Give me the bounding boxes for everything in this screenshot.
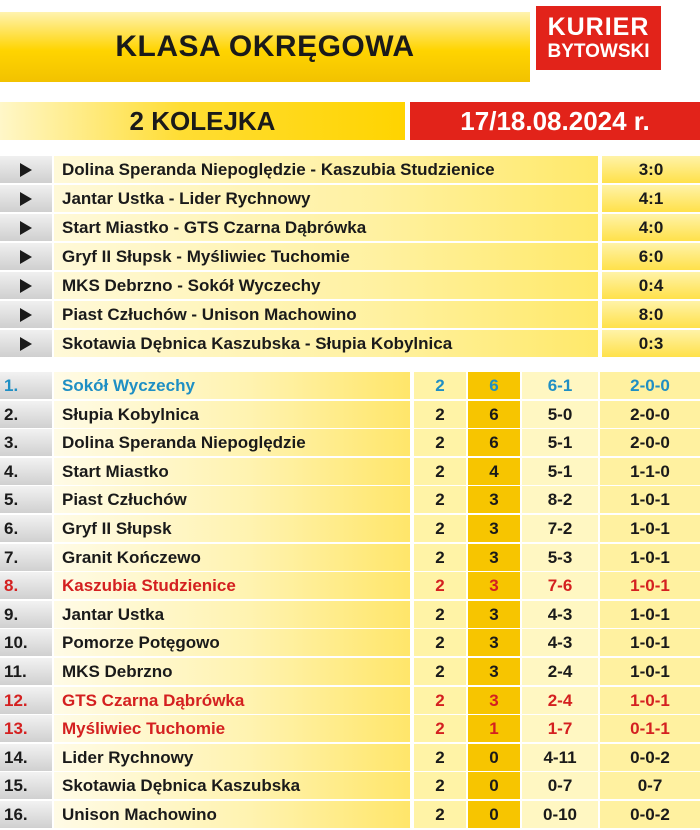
- standings-row: [0, 458, 700, 485]
- standing-points: 0: [468, 744, 520, 771]
- play-arrow-icon: [0, 156, 52, 183]
- match-row: [0, 272, 700, 299]
- league-title: KLASA OKRĘGOWA: [0, 12, 530, 82]
- play-arrow-icon: [0, 272, 52, 299]
- standing-record: 1-0-1: [600, 544, 700, 571]
- match-score: 0:4: [602, 272, 700, 299]
- standing-matches-played: 2: [414, 486, 466, 513]
- play-arrow-icon: [0, 301, 52, 328]
- standing-goals: 8-2: [522, 486, 598, 513]
- standing-position: 9.: [0, 601, 52, 628]
- standing-matches-played: 2: [414, 715, 466, 742]
- standing-points: 3: [468, 687, 520, 714]
- standing-position: 15.: [0, 772, 52, 799]
- match-score: 6:0: [602, 243, 700, 270]
- play-arrow-icon: [0, 185, 52, 212]
- standing-points: 3: [468, 515, 520, 542]
- standings-row: [0, 372, 700, 399]
- standing-position: 6.: [0, 515, 52, 542]
- standing-matches-played: 2: [414, 744, 466, 771]
- match-teams: Start Miastko - GTS Czarna Dąbrówka: [54, 214, 598, 241]
- standing-position: 8.: [0, 572, 52, 599]
- standing-team-name: Pomorze Potęgowo: [54, 629, 410, 656]
- match-row: [0, 156, 700, 183]
- standing-team-name: Start Miastko: [54, 458, 410, 485]
- standing-position: 5.: [0, 486, 52, 513]
- standing-points: 3: [468, 572, 520, 599]
- standings-row: [0, 401, 700, 428]
- standing-goals: 4-11: [522, 744, 598, 771]
- standing-matches-played: 2: [414, 601, 466, 628]
- standing-goals: 6-1: [522, 372, 598, 399]
- standing-points: 3: [468, 486, 520, 513]
- standing-team-name: Jantar Ustka: [54, 601, 410, 628]
- match-score: 4:1: [602, 185, 700, 212]
- standing-position: 7.: [0, 544, 52, 571]
- standing-team-name: GTS Czarna Dąbrówka: [54, 687, 410, 714]
- standing-goals: 4-3: [522, 629, 598, 656]
- play-arrow-icon: [0, 330, 52, 357]
- standing-record: 0-1-1: [600, 715, 700, 742]
- match-teams: Dolina Speranda Niepoględzie - Kaszubia Studzienice: [54, 156, 598, 183]
- standing-position: 14.: [0, 744, 52, 771]
- standing-team-name: Skotawia Dębnica Kaszubska: [54, 772, 410, 799]
- standing-team-name: Myśliwiec Tuchomie: [54, 715, 410, 742]
- standing-matches-played: 2: [414, 801, 466, 828]
- standings-row: [0, 715, 700, 742]
- standings-row: [0, 801, 700, 828]
- standing-matches-played: 2: [414, 544, 466, 571]
- standing-record: 2-0-0: [600, 429, 700, 456]
- standing-points: 6: [468, 401, 520, 428]
- standing-goals: 7-6: [522, 572, 598, 599]
- standing-points: 1: [468, 715, 520, 742]
- standing-position: 11.: [0, 658, 52, 685]
- standing-goals: 2-4: [522, 658, 598, 685]
- standing-position: 2.: [0, 401, 52, 428]
- match-row: [0, 185, 700, 212]
- standing-points: 3: [468, 601, 520, 628]
- standing-position: 16.: [0, 801, 52, 828]
- standing-record: 1-0-1: [600, 629, 700, 656]
- standing-record: 1-0-1: [600, 515, 700, 542]
- standing-points: 3: [468, 658, 520, 685]
- match-teams: MKS Debrzno - Sokół Wyczechy: [54, 272, 598, 299]
- match-teams: Jantar Ustka - Lider Rychnowy: [54, 185, 598, 212]
- logo-line2: BYTOWSKI: [547, 41, 650, 62]
- standing-matches-played: 2: [414, 772, 466, 799]
- standing-position: 4.: [0, 458, 52, 485]
- standing-goals: 5-1: [522, 429, 598, 456]
- standing-points: 0: [468, 801, 520, 828]
- standing-record: 2-0-0: [600, 372, 700, 399]
- standing-goals: 0-7: [522, 772, 598, 799]
- standings-row: [0, 772, 700, 799]
- standing-team-name: Unison Machowino: [54, 801, 410, 828]
- standing-points: 6: [468, 429, 520, 456]
- standing-position: 12.: [0, 687, 52, 714]
- standing-goals: 0-10: [522, 801, 598, 828]
- standings-row: [0, 572, 700, 599]
- standing-matches-played: 2: [414, 687, 466, 714]
- logo-line1: KURIER: [547, 13, 650, 41]
- standings-row: [0, 658, 700, 685]
- standing-record: 2-0-0: [600, 401, 700, 428]
- match-teams: Gryf II Słupsk - Myśliwiec Tuchomie: [54, 243, 598, 270]
- standing-team-name: Słupia Kobylnica: [54, 401, 410, 428]
- standing-points: 3: [468, 629, 520, 656]
- standing-points: 6: [468, 372, 520, 399]
- standing-record: 0-0-2: [600, 744, 700, 771]
- standing-record: 1-1-0: [600, 458, 700, 485]
- standings-row: [0, 429, 700, 456]
- standing-goals: 5-0: [522, 401, 598, 428]
- standings-row: [0, 687, 700, 714]
- standings-row: [0, 515, 700, 542]
- standing-goals: 7-2: [522, 515, 598, 542]
- match-row: [0, 301, 700, 328]
- standing-team-name: Kaszubia Studzienice: [54, 572, 410, 599]
- standing-position: 1.: [0, 372, 52, 399]
- play-arrow-icon: [0, 214, 52, 241]
- standing-matches-played: 2: [414, 515, 466, 542]
- round-date: 17/18.08.2024 r.: [410, 102, 700, 140]
- standing-record: 1-0-1: [600, 601, 700, 628]
- standing-points: 3: [468, 544, 520, 571]
- standing-points: 0: [468, 772, 520, 799]
- match-score: 3:0: [602, 156, 700, 183]
- standing-goals: 5-3: [522, 544, 598, 571]
- match-score: 0:3: [602, 330, 700, 357]
- match-teams: Skotawia Dębnica Kaszubska - Słupia Kobylnica: [54, 330, 598, 357]
- match-row: [0, 330, 700, 357]
- standing-record: 1-0-1: [600, 658, 700, 685]
- standing-goals: 5-1: [522, 458, 598, 485]
- standing-matches-played: 2: [414, 572, 466, 599]
- standing-matches-played: 2: [414, 629, 466, 656]
- standings-row: [0, 544, 700, 571]
- kurier-bytowski-logo: [536, 6, 661, 70]
- standing-goals: 2-4: [522, 687, 598, 714]
- standings-row: [0, 601, 700, 628]
- match-row: [0, 243, 700, 270]
- standings-row: [0, 744, 700, 771]
- standings-row: [0, 629, 700, 656]
- standing-matches-played: 2: [414, 458, 466, 485]
- standing-team-name: Dolina Speranda Niepoględzie: [54, 429, 410, 456]
- standing-team-name: Piast Człuchów: [54, 486, 410, 513]
- standings-row: [0, 486, 700, 513]
- match-score: 8:0: [602, 301, 700, 328]
- standing-position: 13.: [0, 715, 52, 742]
- match-row: [0, 214, 700, 241]
- round-label: 2 KOLEJKA: [0, 102, 405, 140]
- standing-record: 0-7: [600, 772, 700, 799]
- standing-matches-played: 2: [414, 372, 466, 399]
- standing-team-name: Gryf II Słupsk: [54, 515, 410, 542]
- standing-team-name: Lider Rychnowy: [54, 744, 410, 771]
- standing-points: 4: [468, 458, 520, 485]
- standing-team-name: Granit Kończewo: [54, 544, 410, 571]
- standing-matches-played: 2: [414, 401, 466, 428]
- standing-goals: 4-3: [522, 601, 598, 628]
- standing-record: 1-0-1: [600, 572, 700, 599]
- standing-team-name: MKS Debrzno: [54, 658, 410, 685]
- standing-matches-played: 2: [414, 429, 466, 456]
- standing-position: 3.: [0, 429, 52, 456]
- standing-matches-played: 2: [414, 658, 466, 685]
- standing-team-name: Sokół Wyczechy: [54, 372, 410, 399]
- standing-record: 0-0-2: [600, 801, 700, 828]
- standing-record: 1-0-1: [600, 687, 700, 714]
- match-teams: Piast Człuchów - Unison Machowino: [54, 301, 598, 328]
- standing-position: 10.: [0, 629, 52, 656]
- standing-goals: 1-7: [522, 715, 598, 742]
- match-score: 4:0: [602, 214, 700, 241]
- standing-record: 1-0-1: [600, 486, 700, 513]
- play-arrow-icon: [0, 243, 52, 270]
